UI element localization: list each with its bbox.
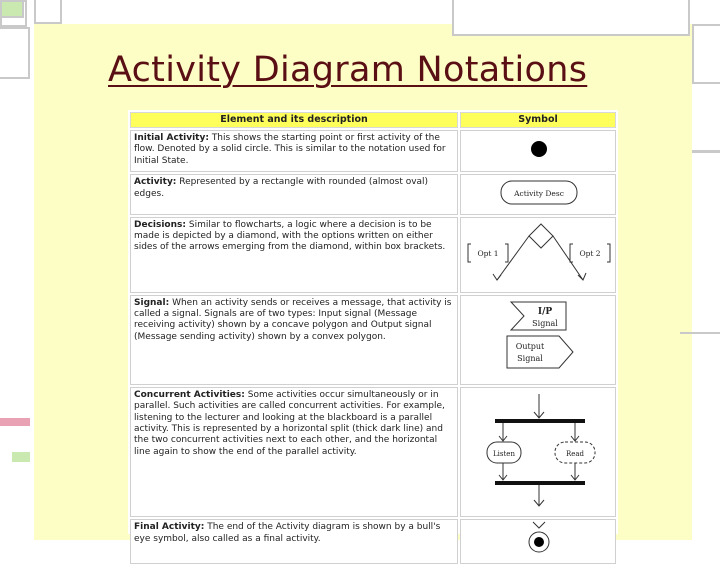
decor-frame-top-right: [452, 0, 690, 36]
row-term: Signal:: [134, 297, 170, 308]
table-row: [130, 295, 616, 385]
decision-option-2: Opt 2: [579, 248, 601, 258]
table-row: [130, 130, 616, 172]
activity-symbol-label: Activity Desc: [514, 189, 564, 199]
description-cell: [130, 130, 458, 172]
symbol-cell: [460, 217, 616, 293]
row-term: Activity:: [134, 177, 177, 188]
description-cell: [130, 519, 458, 563]
row-description: Represented by a rectangle with rounded (almost oval) edges.: [134, 177, 429, 199]
decor-frame-left: [0, 27, 30, 79]
decor-square-right: [692, 24, 720, 84]
concurrent-activity-2: Read: [565, 450, 585, 459]
rounded-rectangle-icon: [461, 175, 615, 209]
header-element: Element and its description: [130, 112, 458, 128]
decor-frame-top: [34, 0, 62, 24]
notations-table: [128, 110, 618, 566]
row-description: This shows the starting point or first activity of the flow. Denoted by a solid circle. This is similar to the notation used for Initial State.: [134, 133, 446, 166]
bulls-eye-icon: [461, 520, 615, 558]
description-cell: [130, 174, 458, 214]
input-signal-label-1: I/P: [537, 306, 553, 317]
symbol-cell: [460, 295, 616, 385]
symbol-cell: [460, 519, 616, 563]
table-row: [130, 174, 616, 214]
page-title: Activity Diagram Notations: [108, 50, 588, 90]
symbol-cell: [460, 387, 616, 517]
notations-table-container: [128, 110, 618, 544]
row-term: Initial Activity:: [134, 133, 209, 143]
decision-diamond-icon: [461, 218, 615, 288]
table-row: [130, 217, 616, 293]
description-cell: [130, 387, 458, 517]
description-cell: [130, 295, 458, 385]
decision-option-1: Opt 1: [477, 248, 499, 258]
symbol-cell: [460, 174, 616, 214]
output-signal-label-2: Signal: [517, 353, 543, 363]
signal-polygons-icon: [461, 296, 615, 380]
decor-line-right-2: [680, 332, 720, 334]
symbol-cell: [460, 130, 616, 172]
row-term: Concurrent Activities:: [134, 390, 245, 401]
decor-line-right-1: [692, 150, 720, 153]
decor-square-green: [0, 0, 24, 18]
solid-circle-icon: [461, 131, 615, 167]
row-description: When an activity sends or receives a message, that activity is called a signal. Signals are of two types: Input signal (Message receiving activity) shown by a concave polygon and Output signal (Message sending activity) shown by a convex polygon.: [134, 297, 452, 342]
decor-stripe-pink: [0, 418, 30, 426]
decor-stripe-green: [12, 452, 30, 462]
table-row: [130, 519, 616, 563]
header-symbol: Symbol: [460, 112, 616, 128]
row-description: The end of the Activity diagram is shown by a bull's eye symbol, also called as a final activity.: [134, 522, 441, 544]
row-term: Decisions:: [134, 219, 186, 230]
concurrent-activity-1: Listen: [493, 450, 515, 459]
output-signal-label-1: Output: [515, 341, 545, 351]
description-cell: [130, 217, 458, 293]
row-description: Some activities occur simultaneously or in parallel. Such activities are called concurrent activities. For example, listening to the lecturer and looking at the blackboard is a parallel activity. This is represented by a horizontal split (thick dark line) and the two concurrent activities next to each other, and the horizontal line again to show the end of the parallel activity.: [134, 390, 445, 457]
input-signal-label-2: Signal: [532, 318, 558, 328]
fork-join-icon: [461, 388, 615, 512]
table-header-row: [130, 112, 616, 128]
row-term: Final Activity:: [134, 522, 205, 533]
table-row: [130, 387, 616, 517]
row-description: Similar to flowcharts, a logic where a decision is to be made is depicted by a diamond, with the options written on either sides of the arrows emerging from the diamond, within box brackets.: [134, 219, 446, 253]
